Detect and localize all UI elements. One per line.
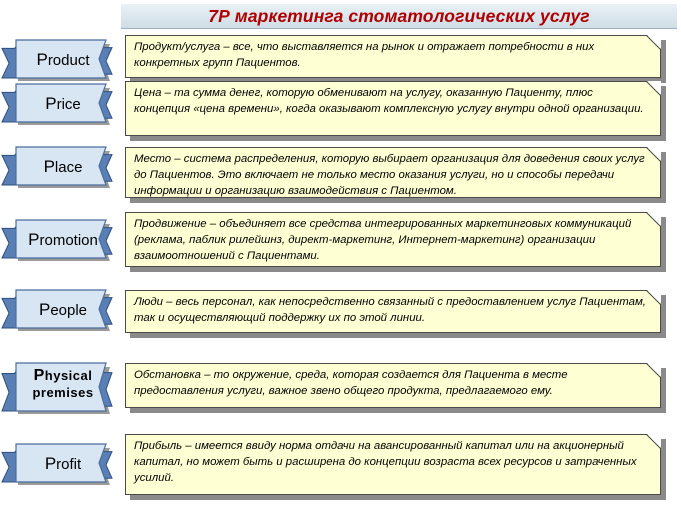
folded-corner-edge: [646, 35, 661, 50]
label-rest: rice: [56, 95, 81, 113]
folded-corner-edge: [646, 81, 661, 96]
label-initial: P: [44, 453, 57, 473]
folded-corner-edge: [646, 363, 661, 378]
description-box: [125, 212, 661, 267]
label-initial: P: [38, 299, 51, 319]
description-box: [125, 81, 661, 136]
label-initial: P: [45, 93, 57, 113]
label-text: [22, 51, 104, 69]
label-physical: [0, 363, 112, 411]
folded-corner-edge: [646, 434, 661, 449]
folded-corner-edge: [646, 290, 661, 305]
description-box: [125, 434, 661, 495]
label-text: [22, 231, 104, 249]
label-text: [22, 455, 104, 473]
description-text: Место – система распределения, которую выбирает организация для доведения своих услуг до Пациентов. Это включает не только место оказания услуги, но и способы передачи информации и организацию взаимодействия с Пациентом.: [134, 153, 645, 197]
label-place: [0, 147, 112, 185]
label-initial: P: [33, 367, 45, 384]
label-text: [22, 301, 104, 319]
folded-corner-edge: [646, 212, 661, 227]
page-title: 7Р маркетинга стоматологических услуг: [208, 6, 590, 26]
label-line2: premises: [32, 385, 94, 400]
label-promotion: [0, 220, 112, 258]
label-text: [22, 367, 104, 401]
label-profit: [0, 444, 112, 482]
label-initial: P: [28, 229, 40, 249]
label-rest: romotion: [39, 231, 98, 249]
description-text: Продукт/услуга – все, что выставляется на рынок и отражает потребности в них конкретных групп Пациентов.: [134, 41, 595, 69]
description-box: [125, 363, 661, 408]
label-price: [0, 84, 112, 122]
label-initial: P: [43, 156, 55, 176]
label-rest: rofit: [56, 455, 82, 473]
label-rest: hysical: [44, 368, 93, 383]
label-rest: lace: [54, 158, 83, 176]
title-bar: [121, 4, 677, 29]
label-text: [22, 95, 104, 113]
description-text: Люди – весь персонал, как непосредственно связанный с предоставлением услуг Пациентам, так и осуществляющий поддержку их по этой линии.: [134, 296, 646, 324]
label-text: [22, 158, 104, 176]
description-box: [125, 147, 661, 198]
description-box: [125, 290, 661, 333]
description-text: Обстановка – то окружение, среда, которая создается для Пациента в месте предоставления услуги, важное звено общего продукта, предлагаемого ему.: [134, 369, 568, 397]
label-rest: eople: [50, 301, 88, 319]
label-product: [0, 40, 112, 78]
label-initial: P: [36, 49, 48, 69]
description-box: [125, 35, 661, 78]
description-text: Прибыль – имеется ввиду норма отдачи на авансированный капитал или на акционерный капитал, но может быть и расширена до концепции возраста всех ресурсов и затраченных усилий.: [134, 440, 637, 484]
folded-corner-edge: [646, 147, 661, 162]
description-text: Цена – та сумма денег, которую обменивают на услугу, оказанную Пациенту, плюс концепция «цена времени», когда оказывают комплексную услугу внутри одной организации.: [134, 87, 644, 115]
label-people: [0, 290, 112, 328]
label-rest: roduct: [47, 51, 90, 69]
description-text: Продвижение – объединяет все средства интегрированных маркетинговых коммуникаций (реклама, паблик рилейшнз, директ-маркетинг, Интернет-маркетинг) организации взаимоотношений с Пациентами.: [134, 218, 632, 262]
